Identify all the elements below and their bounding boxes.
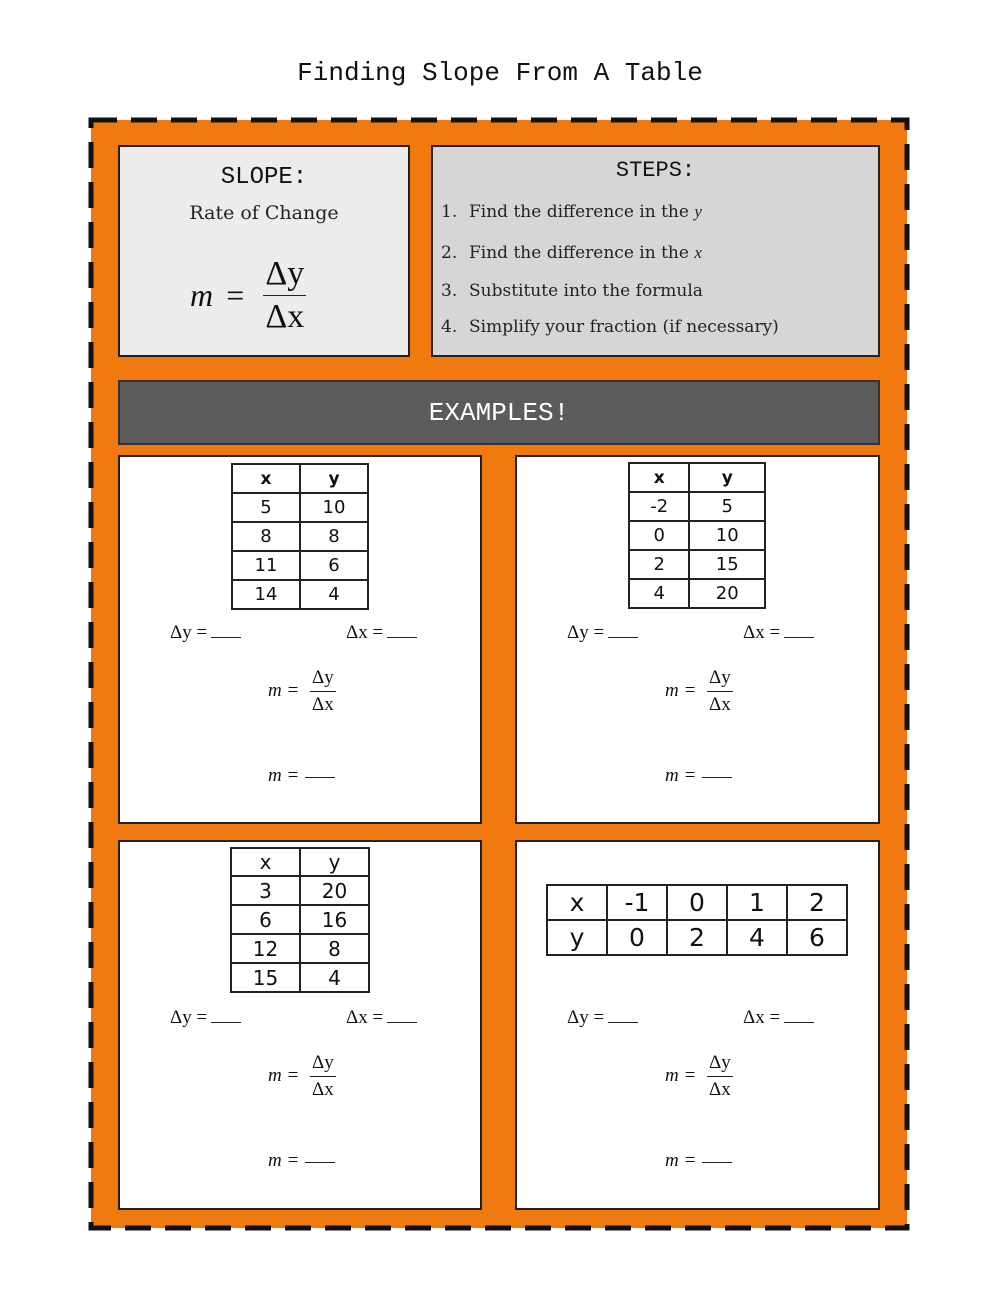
slope-fraction: m = $\frac{\Delta y}{\Delta x}$	[268, 667, 334, 715]
example-panel-2	[515, 455, 880, 824]
delta-x-blank[interactable]: Δx =	[346, 622, 417, 644]
slope-formula	[190, 255, 306, 336]
delta-y-blank[interactable]: Δy =	[567, 622, 638, 644]
page-title: Finding Slope From A Table	[297, 58, 703, 88]
slope-answer-blank[interactable]: m =	[665, 765, 732, 787]
slope-subheading: Rate of Change	[189, 202, 339, 224]
delta-y-blank[interactable]: Δy =	[170, 1007, 241, 1029]
example-panel-1	[118, 455, 482, 824]
slope-fraction: m = $\frac{\Delta y}{\Delta x}$	[268, 1052, 334, 1100]
examples-title: EXAMPLES!	[428, 398, 570, 428]
slope-fraction: m = $\frac{\Delta y}{\Delta x}$	[665, 667, 731, 715]
formula-denominator: Δx	[265, 298, 305, 335]
xy-table: x y -2 5 0 10 2 15 4 20	[628, 462, 766, 609]
step-item: 1. Find the difference in the y	[441, 202, 702, 222]
slope-answer-blank[interactable]: m =	[268, 765, 335, 787]
delta-x-blank[interactable]: Δx =	[743, 622, 814, 644]
slope-fraction: m = $\frac{\Delta y}{\Delta x}$	[665, 1052, 731, 1100]
slope-answer-blank[interactable]: m =	[665, 1150, 732, 1172]
formula-fraction	[263, 255, 306, 336]
delta-x-blank[interactable]: Δx =	[743, 1007, 814, 1029]
formula-numerator: Δy	[263, 255, 306, 296]
example-panel-3	[118, 840, 482, 1210]
formula-lhs: m	[190, 277, 214, 313]
xy-table: x y 5 10 8 8 11 6 14 4	[231, 463, 369, 610]
slope-heading: SLOPE:	[220, 164, 308, 191]
xy-row-table: x -1 0 1 2 y 0 2 4 6	[546, 884, 848, 956]
slope-definition-box	[118, 145, 410, 357]
delta-x-blank[interactable]: Δx =	[346, 1007, 417, 1029]
delta-y-blank[interactable]: Δy =	[170, 622, 241, 644]
step-item: 3. Substitute into the formula	[441, 281, 703, 301]
formula-equals: =	[226, 277, 245, 313]
slope-answer-blank[interactable]: m =	[268, 1150, 335, 1172]
step-item: 2. Find the difference in the x	[441, 243, 702, 263]
examples-header	[118, 380, 880, 445]
steps-box	[431, 145, 880, 357]
delta-y-blank[interactable]: Δy =	[567, 1007, 638, 1029]
example-panel-4	[515, 840, 880, 1210]
step-item: 4. Simplify your fraction (if necessary)	[441, 317, 779, 337]
xy-table: x y 3 20 6 16 12 8 15 4	[230, 847, 370, 993]
steps-heading: STEPS:	[615, 158, 696, 183]
